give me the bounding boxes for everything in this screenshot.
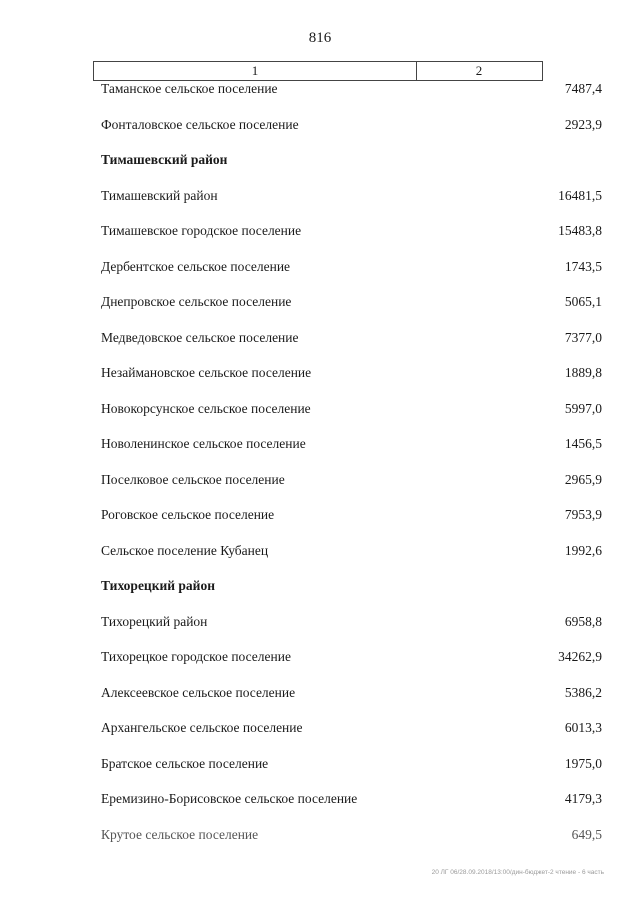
settlement-name: Тимашевский район (101, 187, 218, 203)
table-row (0, 827, 640, 863)
amount-value: 34262,9 (558, 649, 602, 664)
settlement-name: Днепровское сельское поселение (101, 294, 292, 309)
table-header (93, 61, 543, 81)
section-heading (0, 578, 640, 614)
amount-value: 6013,3 (564, 720, 602, 735)
amount-value: 649,5 (571, 826, 602, 842)
amount-value: 6958,8 (564, 613, 602, 629)
amount-value: 7377,0 (564, 329, 602, 345)
section-heading-label: Тимашевский район (101, 152, 228, 167)
table-row (0, 436, 640, 472)
table-row (0, 365, 640, 401)
table-row (0, 507, 640, 543)
amount-value: 2923,9 (564, 116, 602, 132)
settlement-name: Дербентское сельское поселение (101, 258, 291, 274)
amount-value: 1992,6 (564, 542, 602, 558)
table-row (0, 756, 640, 792)
settlement-name: Медведовское сельское поселение (101, 329, 299, 345)
table-row (0, 81, 640, 117)
amount-value: 16481,5 (558, 187, 602, 203)
section-heading-label: Тихорецкий район (101, 578, 215, 593)
settlement-name: Тимашевское городское поселение (101, 223, 302, 238)
column-header-1: 1 (93, 62, 417, 80)
settlement-name: Незаймановское сельское поселение (101, 365, 312, 380)
settlement-name: Поселковое сельское поселение (101, 471, 285, 487)
section-heading (0, 152, 640, 188)
footer-note: 20 ЛГ 06/28.09.2018/13:00/дин-бюджет-2 чтение - 6 часть (431, 869, 604, 876)
table-row (0, 223, 640, 259)
page-number: 816 (308, 30, 332, 46)
settlement-name: Таманское сельское поселение (101, 81, 278, 96)
table-body (0, 81, 640, 862)
table-row (0, 401, 640, 437)
table-row (0, 720, 640, 756)
settlement-name: Алексеевское сельское поселение (101, 684, 296, 700)
amount-value: 5386,2 (564, 684, 602, 700)
table-row (0, 188, 640, 224)
amount-value: 1889,8 (564, 365, 602, 380)
amount-value: 15483,8 (558, 223, 602, 238)
table-row (0, 614, 640, 650)
amount-value: 7487,4 (564, 81, 602, 96)
settlement-name: Еремизино-Борисовское сельское поселение (101, 791, 358, 806)
table-row (0, 117, 640, 153)
amount-value: 1456,5 (564, 436, 602, 451)
table-row (0, 791, 640, 827)
table-row (0, 543, 640, 579)
table-row (0, 259, 640, 295)
table-row (0, 472, 640, 508)
amount-value: 7953,9 (564, 507, 602, 522)
table-row (0, 294, 640, 330)
table-row (0, 330, 640, 366)
settlement-name: Тихорецкий район (101, 613, 208, 629)
settlement-name: Архангельское сельское поселение (101, 720, 303, 735)
settlement-name: Братское сельское поселение (101, 755, 269, 771)
settlement-name: Роговское сельское поселение (101, 507, 275, 522)
settlement-name: Фонталовское сельское поселение (101, 116, 299, 132)
table-row (0, 649, 640, 685)
settlement-name: Тихорецкое городское поселение (101, 649, 291, 664)
settlement-name: Новоленинское сельское поселение (101, 436, 306, 451)
amount-value: 2965,9 (564, 471, 602, 487)
settlement-name: Сельское поселение Кубанец (101, 542, 269, 558)
amount-value: 5065,1 (564, 294, 602, 309)
column-header-2: 2 (416, 62, 543, 80)
settlement-name: Крутое сельское поселение (101, 826, 259, 842)
amount-value: 1975,0 (564, 755, 602, 771)
table-row (0, 685, 640, 721)
settlement-name: Новокорсунское сельское поселение (101, 400, 311, 416)
amount-value: 4179,3 (564, 791, 602, 806)
amount-value: 5997,0 (564, 400, 602, 416)
amount-value: 1743,5 (564, 258, 602, 274)
